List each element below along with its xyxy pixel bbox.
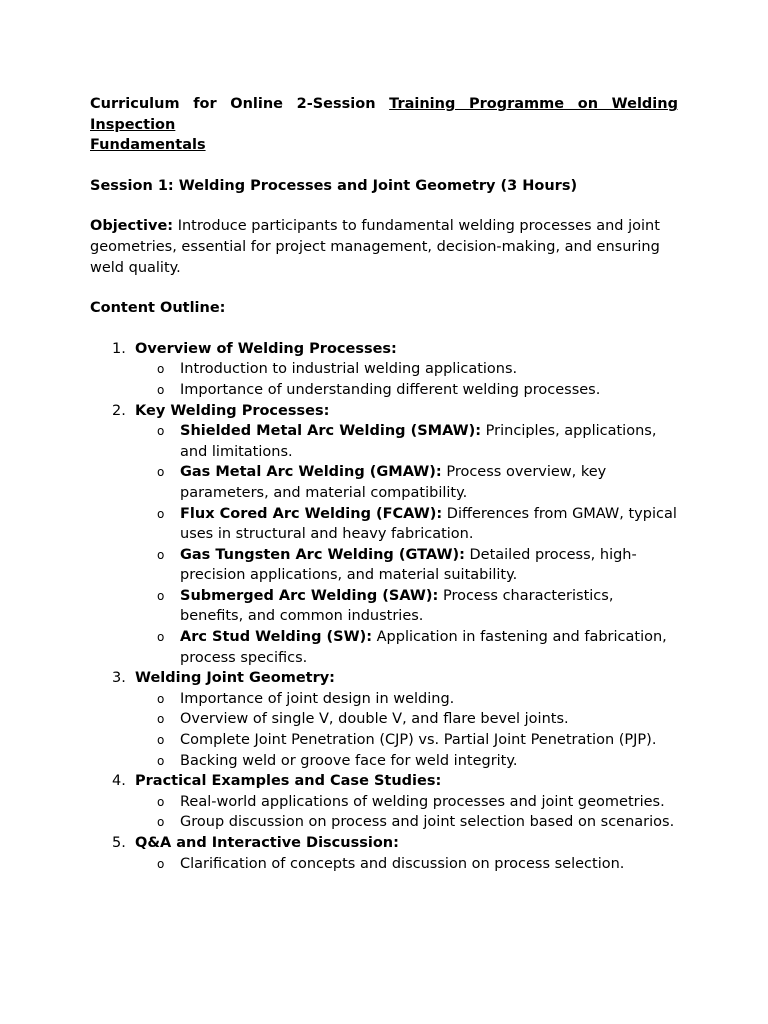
document-page [90, 94, 678, 874]
title-prefix: Curriculum for Online 2-Session [90, 96, 390, 112]
circle-bullet-icon: o [157, 547, 165, 562]
subitem-text: Group discussion on process and joint selection based on scenarios. [180, 814, 675, 831]
content-outline-list [90, 339, 678, 874]
title-programme-name-continued: Fundamentals [90, 137, 206, 154]
circle-bullet-icon: o [157, 691, 165, 706]
outline-subitem [135, 689, 678, 710]
outline-sublist [135, 421, 678, 668]
outline-item-number: 3. [112, 670, 126, 687]
outline-sublist [135, 359, 678, 400]
objective-text: Introduce participants to fundamental welding processes and joint geometries, essential for project management, decision-making, and ensuring weld quality. [90, 218, 660, 276]
session-heading: Session 1: Welding Processes and Joint Geometry (3 Hours) [90, 177, 578, 194]
subitem-label: Gas Tungsten Arc Welding (GTAW): [180, 546, 465, 563]
subitem-text: Detailed process, high-precision applications, and material suitability. [180, 546, 637, 584]
circle-bullet-icon: o [157, 465, 165, 480]
objective-paragraph [90, 216, 678, 278]
outline-subitem [135, 421, 678, 462]
objective-label: Objective: [90, 218, 174, 235]
circle-bullet-icon: o [157, 506, 165, 521]
outline-subitem [135, 545, 678, 586]
subitem-text: Differences from GMAW, typical uses in structural and heavy fabrication. [180, 505, 677, 543]
outline-subitem [135, 380, 678, 401]
subitem-text: Clarification of concepts and discussion on process selection. [180, 855, 625, 872]
circle-bullet-icon: o [157, 815, 165, 830]
subitem-text: Process overview, key parameters, and material compatibility. [180, 464, 607, 501]
outline-subitem [135, 359, 678, 380]
outline-subitem [135, 751, 678, 772]
subitem-label: Arc Stud Welding (SW): [180, 629, 373, 646]
circle-bullet-icon: o [157, 362, 165, 377]
outline-item [90, 339, 678, 401]
circle-bullet-icon: o [157, 712, 165, 727]
subitem-text: Application in fastening and fabrication, process specifics. [180, 629, 667, 666]
outline-sublist [135, 792, 678, 833]
document-title-line-1 [90, 94, 678, 135]
outline-item-title: Key Welding Processes: [135, 402, 330, 419]
outline-subitem [135, 730, 678, 751]
subitem-text: Importance of understanding different welding processes. [180, 381, 601, 398]
subitem-text: Complete Joint Penetration (CJP) vs. Partial Joint Penetration (PJP). [180, 732, 657, 749]
outline-subitem [135, 504, 678, 545]
subitem-text: Principles, applications, and limitations. [180, 423, 657, 460]
subitem-text: Real-world applications of welding processes and joint geometries. [180, 793, 665, 810]
subitem-text: Introduction to industrial welding applications. [180, 361, 518, 378]
circle-bullet-icon: o [157, 382, 165, 397]
outline-item-title: Welding Joint Geometry: [135, 670, 335, 687]
outline-item [90, 771, 678, 833]
outline-subitem [135, 854, 678, 875]
subitem-label: Shielded Metal Arc Welding (SMAW): [180, 423, 482, 440]
outline-item-title: Overview of Welding Processes: [135, 340, 397, 357]
outline-subitem [135, 462, 678, 503]
subitem-label: Gas Metal Arc Welding (GMAW): [180, 464, 442, 481]
subitem-text: Process characteristics, benefits, and common industries. [180, 587, 614, 625]
outline-item-number: 4. [112, 773, 126, 790]
subitem-text: Importance of joint design in welding. [180, 690, 455, 707]
outline-sublist [135, 854, 678, 875]
outline-subitem [135, 586, 678, 627]
outline-subitem [135, 709, 678, 730]
outline-item-number: 5. [112, 835, 126, 851]
content-outline-heading: Content Outline: [90, 300, 226, 317]
outline-item [90, 833, 678, 874]
outline-subitem [135, 627, 678, 668]
outline-item [90, 668, 678, 771]
outline-item [90, 401, 678, 669]
circle-bullet-icon: o [157, 424, 165, 439]
subitem-label: Submerged Arc Welding (SAW): [180, 587, 439, 604]
circle-bullet-icon: o [157, 588, 165, 603]
title-programme-name: Training Programme on Welding Inspection [90, 96, 678, 133]
circle-bullet-icon: o [157, 630, 165, 645]
subitem-text: Overview of single V, double V, and flare bevel joints. [180, 711, 569, 728]
outline-item-title: Q&A and Interactive Discussion: [135, 835, 399, 851]
outline-item-title: Practical Examples and Case Studies: [135, 773, 442, 790]
circle-bullet-icon: o [157, 856, 165, 871]
circle-bullet-icon: o [157, 733, 165, 748]
subitem-text: Backing weld or groove face for weld integrity. [180, 752, 518, 769]
document-title-line-2 [90, 135, 678, 156]
outline-subitem [135, 812, 678, 833]
outline-item-number: 1. [112, 340, 126, 357]
circle-bullet-icon: o [157, 794, 165, 809]
outline-item-number: 2. [112, 402, 126, 419]
outline-subitem [135, 792, 678, 813]
outline-sublist [135, 689, 678, 771]
circle-bullet-icon: o [157, 753, 165, 768]
subitem-label: Flux Cored Arc Welding (FCAW): [180, 505, 443, 522]
